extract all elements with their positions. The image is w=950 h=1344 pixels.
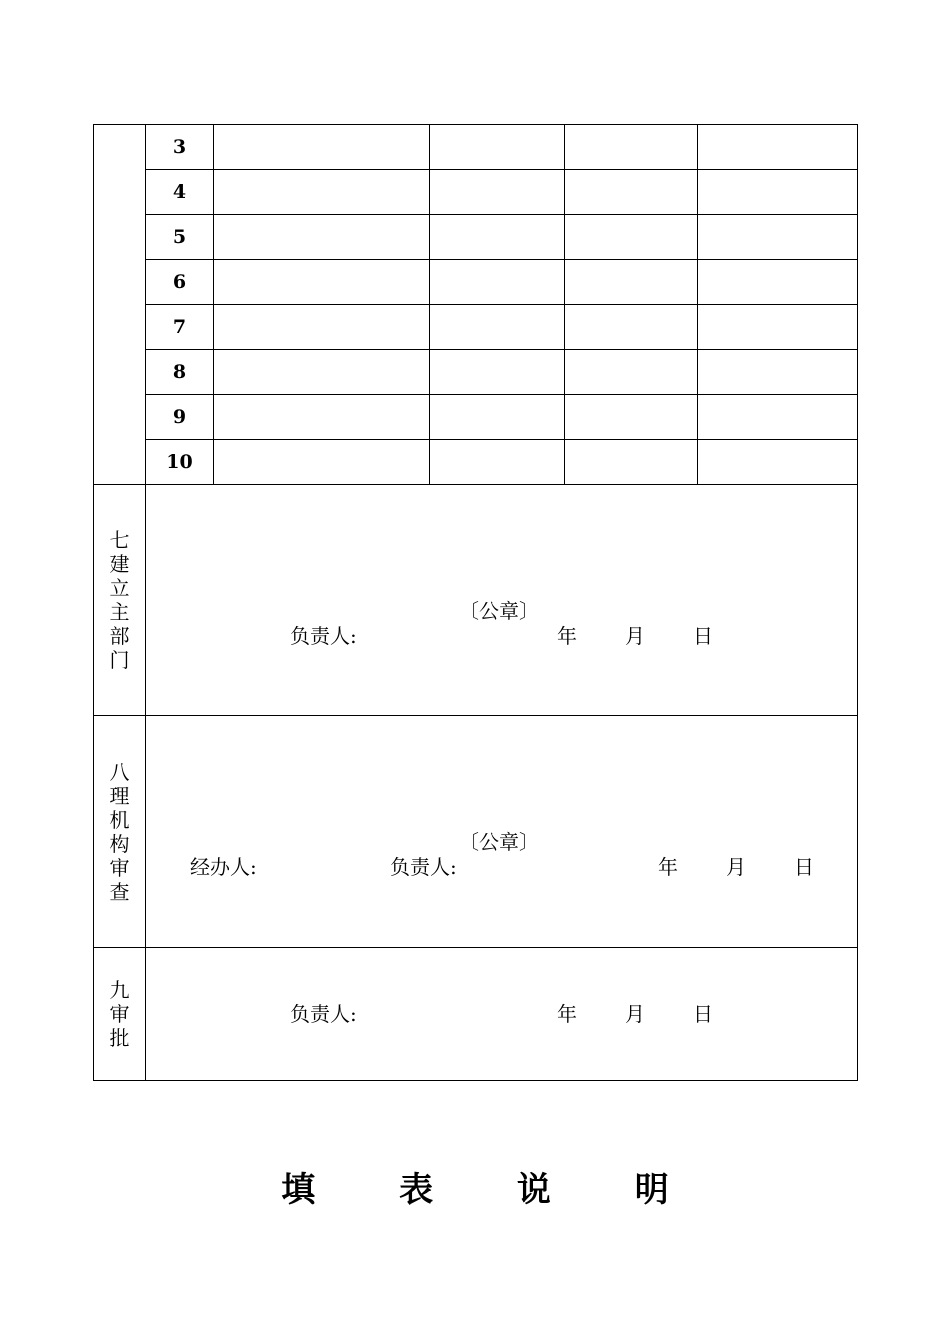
section-7-label [94, 485, 146, 716]
application-form-table [93, 124, 858, 1081]
blank-cell[interactable] [698, 125, 858, 170]
day-label: 日 [693, 1002, 713, 1026]
label-char: 建 [109, 552, 130, 576]
label-char: 八 [109, 759, 130, 784]
table-row [94, 125, 858, 170]
handler-label: 经办人: [190, 855, 257, 879]
blank-cell[interactable] [214, 350, 430, 395]
blank-cell[interactable] [430, 170, 565, 215]
day-label: 日 [693, 624, 713, 648]
row-number: 7 [146, 305, 214, 350]
official-seal-text: 〔公章〕 [459, 599, 539, 623]
section-7-content[interactable] [146, 485, 858, 716]
label-char: 审 [109, 1002, 130, 1026]
blank-cell[interactable] [214, 305, 430, 350]
section-8-label [94, 716, 146, 948]
label-char: 机 [109, 807, 130, 832]
blank-cell[interactable] [565, 395, 698, 440]
year-label: 年 [557, 1002, 577, 1026]
form-instructions-title [0, 1162, 950, 1211]
label-char: 批 [109, 1026, 130, 1050]
table-row [94, 350, 858, 395]
row-number: 3 [146, 125, 214, 170]
day-label: 日 [794, 855, 814, 879]
blank-cell[interactable] [565, 260, 698, 305]
month-label: 月 [726, 855, 746, 879]
blank-cell[interactable] [565, 305, 698, 350]
section-9-content[interactable] [146, 948, 858, 1081]
row-number: 6 [146, 260, 214, 305]
section-7-row [94, 485, 858, 716]
month-label: 月 [625, 1002, 645, 1026]
blank-cell[interactable] [698, 215, 858, 260]
blank-cell[interactable] [214, 170, 430, 215]
table-row [94, 260, 858, 305]
blank-cell[interactable] [565, 125, 698, 170]
section-9-row [94, 948, 858, 1081]
blank-cell[interactable] [430, 215, 565, 260]
table-row [94, 305, 858, 350]
blank-cell[interactable] [565, 170, 698, 215]
blank-cell[interactable] [698, 260, 858, 305]
left-merged-cell [94, 125, 146, 485]
blank-cell[interactable] [698, 395, 858, 440]
blank-cell[interactable] [214, 125, 430, 170]
label-char: 部 [109, 624, 130, 648]
table-row [94, 395, 858, 440]
blank-cell[interactable] [430, 395, 565, 440]
section-8-content[interactable] [146, 716, 858, 948]
label-char: 七 [109, 528, 130, 552]
label-char: 构 [109, 831, 130, 856]
row-number: 9 [146, 395, 214, 440]
blank-cell[interactable] [430, 440, 565, 485]
row-number: 10 [146, 440, 214, 485]
blank-cell[interactable] [698, 440, 858, 485]
title-char: 填 [281, 1170, 316, 1210]
blank-cell[interactable] [565, 440, 698, 485]
row-number: 5 [146, 215, 214, 260]
official-seal-text: 〔公章〕 [459, 830, 539, 854]
blank-cell[interactable] [214, 440, 430, 485]
responsible-person-label: 负责人: [390, 855, 457, 879]
label-char: 主 [109, 600, 130, 624]
row-number: 4 [146, 170, 214, 215]
table-row [94, 215, 858, 260]
blank-cell[interactable] [430, 350, 565, 395]
title-char: 说 [516, 1170, 551, 1210]
blank-cell[interactable] [214, 260, 430, 305]
month-label: 月 [625, 624, 645, 648]
row-number: 8 [146, 350, 214, 395]
year-label: 年 [557, 624, 577, 648]
responsible-person-label: 负责人: [290, 624, 357, 648]
title-char: 明 [634, 1170, 669, 1210]
label-char: 门 [109, 648, 130, 672]
section-9-label [94, 948, 146, 1081]
table-row [94, 170, 858, 215]
blank-cell[interactable] [214, 395, 430, 440]
label-char: 理 [109, 783, 130, 808]
blank-cell[interactable] [565, 215, 698, 260]
label-char: 九 [109, 978, 130, 1002]
blank-cell[interactable] [698, 305, 858, 350]
blank-cell[interactable] [214, 215, 430, 260]
label-char: 立 [109, 576, 130, 600]
table-row [94, 440, 858, 485]
title-char: 表 [399, 1170, 434, 1210]
blank-cell[interactable] [430, 260, 565, 305]
blank-cell[interactable] [565, 350, 698, 395]
label-char: 查 [109, 879, 130, 904]
year-label: 年 [658, 855, 678, 879]
section-8-row [94, 716, 858, 948]
blank-cell[interactable] [698, 350, 858, 395]
blank-cell[interactable] [698, 170, 858, 215]
blank-cell[interactable] [430, 125, 565, 170]
responsible-person-label: 负责人: [290, 1002, 357, 1026]
label-char: 审 [109, 855, 130, 880]
blank-cell[interactable] [430, 305, 565, 350]
